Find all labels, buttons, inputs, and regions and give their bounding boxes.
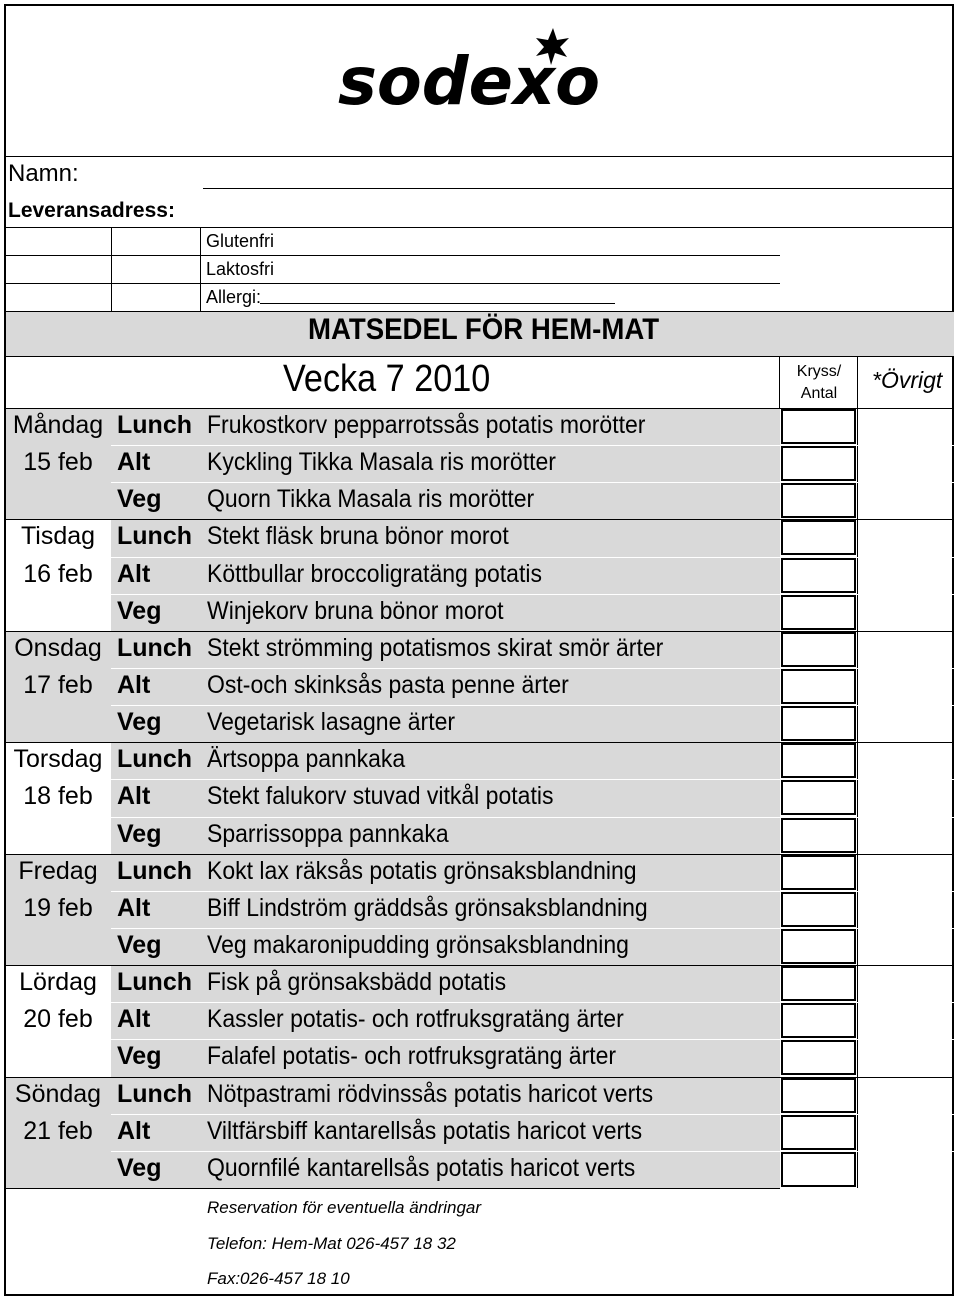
meal-dish: Veg makaronipudding grönsaksblandning [207,930,629,959]
kryss-box[interactable] [781,780,856,815]
meal-dish: Frukostkorv pepparrotssås potatis morötter [207,411,646,439]
kryss-box[interactable] [781,1115,856,1150]
kryss-box[interactable] [781,892,856,927]
ovrigt-cell[interactable] [858,408,952,445]
meal-type: Lunch [117,968,192,997]
allergi-checkbox[interactable] [112,285,200,310]
menu-title: MATSEDEL FÖR HEM-MAT [308,313,660,346]
meal-type: Lunch [117,856,192,885]
kryss-box[interactable] [781,632,856,667]
meal-type: Lunch [117,411,192,439]
kryss-box[interactable] [781,520,856,555]
meal-type: Alt [117,1005,151,1034]
grid-bottom-rule [6,1188,780,1189]
ovrigt-cell[interactable] [858,817,952,854]
meal-dish: Ärtsoppa pannkaka [207,745,406,774]
ovrigt-cell[interactable] [858,1002,952,1039]
kryss-box[interactable] [781,558,856,593]
kryss-box[interactable] [781,409,856,444]
meal-type: Alt [117,448,151,477]
kryss-box[interactable] [781,818,856,853]
meal-type: Lunch [117,745,192,774]
title-rule [6,356,954,357]
kryss-box[interactable] [781,595,856,630]
meal-type: Veg [117,819,162,848]
meal-dish: Quorn Tikka Masala ris morötter [207,485,535,514]
glutenfri-checkbox[interactable] [112,229,200,254]
ovrigt-cell[interactable] [858,854,952,891]
ovrigt-cell[interactable] [858,631,952,668]
allergi-input-line[interactable] [260,303,615,304]
kryss-box[interactable] [781,483,856,518]
meal-dish: Stekt strömming potatismos skirat smör ärter [207,633,664,662]
ovrigt-cell[interactable] [858,445,952,482]
ovrigt-cell[interactable] [858,928,952,965]
rule-top [6,156,954,157]
ovrigt-cell[interactable] [858,668,952,705]
ovrigt-cell[interactable] [858,1114,952,1151]
kryss-box[interactable] [781,1078,856,1113]
meal-dish: Fisk på grönsaksbädd potatis [207,968,507,997]
kryss-label: Kryss/ [796,363,842,380]
meal-type: Veg [117,596,162,625]
meal-dish: Biff Lindström gräddsås grönsaksblandning [207,893,648,922]
day-date: 18 feb [23,782,93,811]
diet-option-glutenfri: Glutenfri [206,231,275,251]
kryss-box[interactable] [781,966,856,1001]
reservation-note: Reservation för eventuella ändringar [207,1198,482,1217]
meal-type: Lunch [117,633,192,662]
ovrigt-cell[interactable] [858,965,952,1002]
meal-type: Veg [117,1042,162,1071]
day-date: 17 feb [23,670,93,699]
diet-vrule-2 [200,227,201,311]
kryss-antal-header [780,361,858,405]
kryss-box[interactable] [781,669,856,704]
meal-dish: Vegetarisk lasagne ärter [207,708,456,737]
ovrigt-cell[interactable] [858,594,952,631]
kryss-box[interactable] [781,1040,856,1075]
day-name: Torsdag [13,745,103,774]
meal-dish: Quornfilé kantarellsås potatis haricot verts [207,1153,636,1182]
sodexo-logo [338,26,603,116]
day-name: Fredag [18,856,98,885]
ovrigt-header: *Övrigt [872,367,943,393]
diet-option-allergi: Allergi: [206,287,262,307]
kryss-box[interactable] [781,1152,856,1187]
meal-dish: Falafel potatis- och rotfruksgratäng ärter [207,1042,617,1071]
day-name: Måndag [12,411,104,439]
ovrigt-cell[interactable] [858,705,952,742]
meal-type: Veg [117,930,162,959]
name-label: Namn: [8,160,79,187]
address-label: Leveransadress: [8,199,175,222]
meal-type: Veg [117,708,162,737]
meal-dish: Viltfärsbiff kantarellsås potatis haricot verts [207,1116,643,1145]
name-line[interactable] [203,188,954,189]
ovrigt-cell[interactable] [858,891,952,928]
kryss-box[interactable] [781,929,856,964]
week-label: Vecka 7 2010 [283,358,491,400]
day-name: Onsdag [14,633,102,662]
ovrigt-cell[interactable] [858,1151,952,1188]
meal-dish: Sparrissoppa pannkaka [207,819,449,848]
diet-option-laktosfri: Laktosfri [206,259,275,279]
logo-text: sodexo [338,43,600,116]
day-date: 20 feb [23,1005,93,1034]
kryss-box[interactable] [781,446,856,481]
meal-dish: Ost-och skinksås pasta penne ärter [207,670,569,699]
meal-dish: Köttbullar broccoligratäng potatis [207,559,542,588]
meal-dish: Kyckling Tikka Masala ris morötter [207,448,556,477]
kryss-box[interactable] [781,743,856,778]
kryss-box[interactable] [781,855,856,890]
meal-type: Lunch [117,522,192,551]
meal-type: Alt [117,670,151,699]
meal-dish: Nötpastrami rödvinssås potatis haricot verts [207,1079,654,1108]
ovrigt-cell[interactable] [858,557,952,594]
ovrigt-cell[interactable] [858,1077,952,1114]
meal-dish: Stekt falukorv stuvad vitkål potatis [207,782,554,811]
meal-dish: Kassler potatis- och rotfruksgratäng ärter [207,1005,624,1034]
meal-type: Lunch [117,1079,192,1108]
ovrigt-cell[interactable] [858,779,952,816]
meal-type: Veg [117,485,162,514]
meal-dish: Kokt lax räksås potatis grönsaksblandning [207,856,637,885]
kryss-box[interactable] [781,1003,856,1038]
day-name: Lördag [19,968,97,997]
day-date: 15 feb [23,448,93,477]
meal-dish: Winjekorv bruna bönor morot [207,596,504,625]
meal-type: Alt [117,893,151,922]
laktosfri-checkbox[interactable] [112,257,200,282]
ovrigt-cell[interactable] [858,742,952,779]
day-name: Söndag [14,1079,102,1108]
day-date: 21 feb [23,1116,93,1145]
diet-rule-1 [6,255,780,256]
fax-text: Fax:026-457 18 10 [207,1269,350,1288]
meal-type: Alt [117,1116,151,1145]
telefon-text: Telefon: Hem-Mat 026-457 18 32 [207,1234,456,1253]
kryss-box[interactable] [781,706,856,741]
day-date: 19 feb [23,893,93,922]
meal-type: Veg [117,1153,162,1182]
ovrigt-cell[interactable] [858,1039,952,1076]
address-line[interactable] [6,227,954,228]
ovrigt-cell[interactable] [858,482,952,519]
meal-type: Alt [117,782,151,811]
meal-dish: Stekt fläsk bruna bönor morot [207,522,509,551]
meal-type: Alt [117,559,151,588]
day-name: Tisdag [20,522,96,551]
ovrigt-cell[interactable] [858,519,952,556]
diet-rule-2 [6,283,780,284]
antal-label: Antal [800,385,838,402]
day-date: 16 feb [23,559,93,588]
